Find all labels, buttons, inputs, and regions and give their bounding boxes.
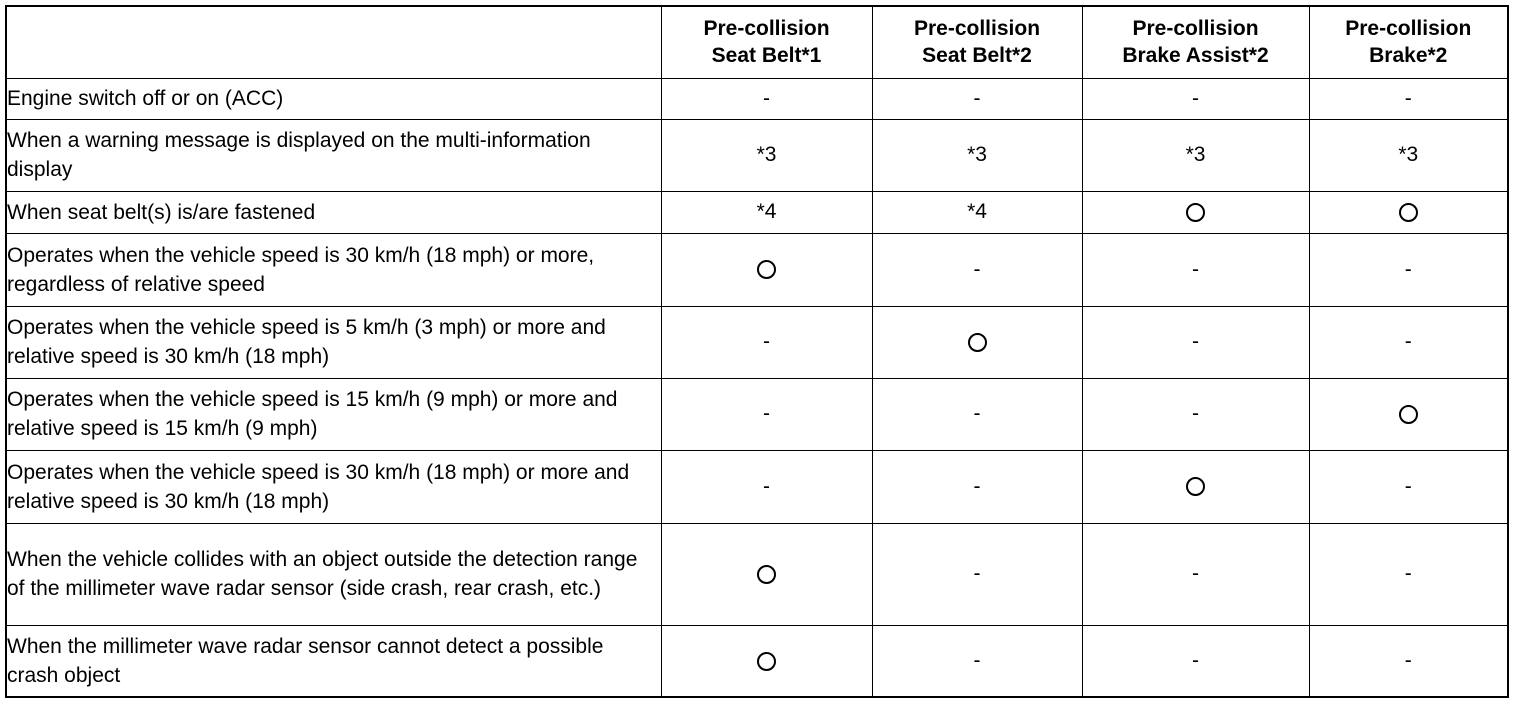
not-applicable-dash: - <box>763 402 770 425</box>
value-cell <box>1309 78 1508 119</box>
operates-circle-icon <box>1186 477 1205 496</box>
value-cell <box>1082 450 1309 523</box>
value-cell <box>661 78 872 119</box>
operates-circle-icon <box>757 260 776 279</box>
value-cell <box>1082 233 1309 306</box>
value-cell <box>872 233 1082 306</box>
value-cell <box>872 191 1082 233</box>
not-applicable-dash: - <box>1404 330 1412 353</box>
not-applicable-dash: - <box>1192 86 1199 110</box>
condition-cell: Engine switch off or on (ACC) <box>6 78 661 119</box>
operates-circle-icon <box>1186 203 1205 222</box>
condition-cell: When the millimeter wave radar sensor cannot detect a possible crash object <box>6 625 661 697</box>
not-applicable-dash: - <box>973 257 981 281</box>
value-cell <box>1082 119 1309 191</box>
value-cell <box>872 450 1082 523</box>
footnote-reference: *3 <box>756 143 777 166</box>
table-row <box>6 625 1508 697</box>
column-header-brake-assist-2 <box>1082 6 1309 78</box>
not-applicable-dash: - <box>1404 474 1412 498</box>
table-row <box>6 523 1508 625</box>
column-header-line: Pre-collision <box>1345 17 1472 41</box>
column-header-line: Pre-collision <box>913 17 1041 41</box>
column-header-seat-belt-2 <box>872 6 1082 78</box>
not-applicable-dash: - <box>763 474 770 498</box>
not-applicable-dash: - <box>763 86 770 110</box>
value-cell <box>1309 191 1508 233</box>
not-applicable-dash: - <box>1404 648 1412 672</box>
value-cell <box>661 233 872 306</box>
column-header-line: Seat Belt*1 <box>711 44 822 68</box>
not-applicable-dash: - <box>1192 648 1199 672</box>
value-cell <box>1309 233 1508 306</box>
condition-header-cell <box>6 6 661 78</box>
pre-collision-operation-table <box>5 5 1509 698</box>
operates-circle-icon <box>1399 203 1418 222</box>
value-cell <box>661 450 872 523</box>
not-applicable-dash: - <box>1404 257 1412 281</box>
footnote-reference: *4 <box>756 200 777 223</box>
not-applicable-dash: - <box>973 402 981 425</box>
value-cell <box>872 306 1082 378</box>
column-header-line: Pre-collision <box>703 17 830 41</box>
value-cell <box>1082 378 1309 450</box>
value-cell <box>1309 119 1508 191</box>
operates-circle-icon <box>757 565 776 584</box>
value-cell <box>1082 306 1309 378</box>
value-cell <box>661 191 872 233</box>
operates-circle-icon <box>757 652 776 671</box>
operates-circle-icon <box>1399 405 1418 424</box>
column-header-line: Seat Belt*2 <box>922 44 1032 68</box>
condition-cell: When seat belt(s) is/are fastened <box>6 191 661 233</box>
value-cell <box>1309 450 1508 523</box>
footnote-reference: *3 <box>1185 143 1206 166</box>
not-applicable-dash: - <box>973 562 981 585</box>
column-header-line: Brake*2 <box>1369 44 1448 68</box>
value-cell <box>661 119 872 191</box>
not-applicable-dash: - <box>1404 86 1412 110</box>
value-cell <box>872 523 1082 625</box>
column-header-line: Pre-collision <box>1132 17 1259 41</box>
column-header-seat-belt-1 <box>661 6 872 78</box>
value-cell <box>1309 378 1508 450</box>
value-cell <box>1082 625 1309 697</box>
value-cell <box>1309 625 1508 697</box>
not-applicable-dash: - <box>1192 562 1199 585</box>
table-row <box>6 78 1508 119</box>
value-cell <box>872 378 1082 450</box>
value-cell <box>1309 306 1508 378</box>
table-row <box>6 378 1508 450</box>
value-cell <box>661 306 872 378</box>
value-cell <box>661 523 872 625</box>
footnote-reference: *4 <box>967 200 987 223</box>
table-row <box>6 450 1508 523</box>
value-cell <box>1309 523 1508 625</box>
value-cell <box>1082 191 1309 233</box>
column-header-brake-2 <box>1309 6 1508 78</box>
not-applicable-dash: - <box>973 474 981 498</box>
condition-cell: When the vehicle collides with an object outside the detection range of the millimeter wave radar sensor (side crash, rear crash, etc.) <box>6 523 661 625</box>
table-body <box>6 78 1508 697</box>
not-applicable-dash: - <box>1192 257 1199 281</box>
value-cell <box>872 625 1082 697</box>
condition-cell: Operates when the vehicle speed is 30 km/h (18 mph) or more, regardless of relative speed <box>6 233 661 306</box>
not-applicable-dash: - <box>1192 402 1199 425</box>
table-row <box>6 119 1508 191</box>
not-applicable-dash: - <box>763 330 770 353</box>
not-applicable-dash: - <box>1404 562 1412 585</box>
condition-cell: Operates when the vehicle speed is 5 km/h (3 mph) or more and relative speed is 30 km/h (18 mph) <box>6 306 661 378</box>
table-row <box>6 191 1508 233</box>
footnote-reference: *3 <box>1398 143 1419 166</box>
condition-cell: When a warning message is displayed on the multi-information display <box>6 119 661 191</box>
table-row <box>6 233 1508 306</box>
column-header-line: Brake Assist*2 <box>1122 44 1269 68</box>
value-cell <box>661 625 872 697</box>
condition-cell: Operates when the vehicle speed is 30 km/h (18 mph) or more and relative speed is 30 km/h (18 mph) <box>6 450 661 523</box>
not-applicable-dash: - <box>973 86 981 110</box>
value-cell <box>661 378 872 450</box>
operates-circle-icon <box>968 333 987 352</box>
condition-cell: Operates when the vehicle speed is 15 km/h (9 mph) or more and relative speed is 15 km/h (9 mph) <box>6 378 661 450</box>
footnote-reference: *3 <box>967 143 987 166</box>
not-applicable-dash: - <box>973 648 981 672</box>
table-row <box>6 306 1508 378</box>
value-cell <box>872 119 1082 191</box>
value-cell <box>1082 523 1309 625</box>
not-applicable-dash: - <box>1192 330 1199 353</box>
value-cell <box>1082 78 1309 119</box>
value-cell <box>872 78 1082 119</box>
header-row <box>6 6 1508 78</box>
